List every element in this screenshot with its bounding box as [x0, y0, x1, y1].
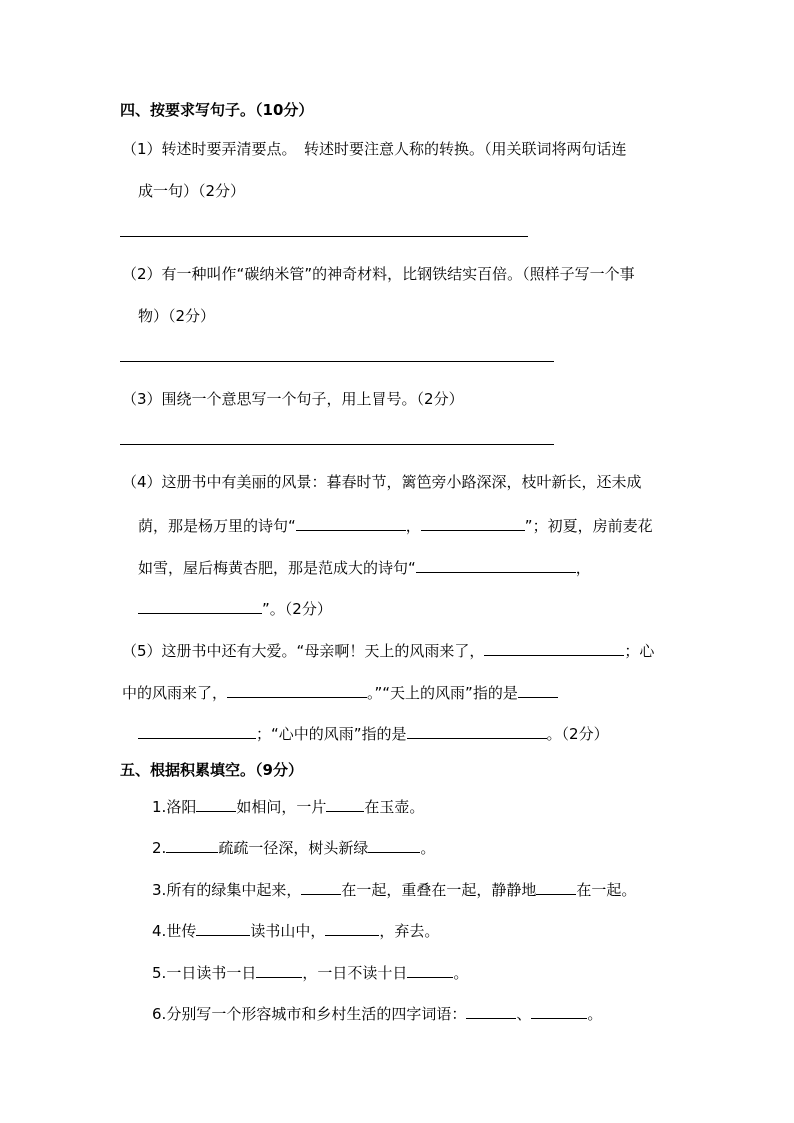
- s5-item-5-blank-2[interactable]: [407, 961, 453, 978]
- s5-item-5-num: 5.: [152, 964, 167, 982]
- q1-answer-line[interactable]: [120, 236, 528, 237]
- q2-answer-line[interactable]: [120, 361, 554, 362]
- s5-item-2-blank-2[interactable]: [368, 836, 420, 853]
- q5-text-line3: [138, 722, 609, 744]
- s5-item-2-blank-1[interactable]: [166, 836, 218, 853]
- s5-item-3-a: 所有的绿集中起来，: [166, 881, 302, 899]
- q5-line1-end: ；心: [624, 642, 655, 660]
- s5-item-4-blank-2[interactable]: [325, 919, 379, 936]
- q5-text-line2: [122, 681, 558, 703]
- q4-blank-1[interactable]: [296, 514, 406, 531]
- q4-text-line4: [138, 597, 332, 619]
- q4-line3-start: 如雪，屋后梅黄杏肥，那是范成大的诗句“: [138, 559, 416, 577]
- q5-line3-mid: ；“心中的风雨”指的是: [256, 725, 407, 743]
- s5-item-5-a: 一日读书一日: [166, 964, 257, 982]
- q4-line2-end: ”；初夏，房前麦花: [524, 517, 653, 535]
- q5-blank-1[interactable]: [484, 639, 624, 656]
- q2-text-line2: 物）（2分）: [138, 307, 216, 325]
- q4-line2-comma: ，: [405, 517, 421, 535]
- s5-item-3: [152, 878, 636, 900]
- q5-blank-2[interactable]: [227, 681, 367, 698]
- q4-line4-end: ”。（2分）: [262, 600, 332, 618]
- s5-item-2-b: 疏疏一径深，树头新绿: [218, 839, 369, 857]
- q4-text-line3: [138, 556, 591, 578]
- q5-line2-mid: 。”“天上的风雨”指的是: [367, 684, 518, 702]
- q5-blank-4[interactable]: [407, 722, 547, 739]
- q1-text-line1: （1）转述时要弄清要点。 转述时要注意人称的转换。（用关联词将两句话连: [122, 140, 627, 158]
- s5-item-4: [152, 919, 439, 941]
- q4-text-line1: （4）这册书中有美丽的风景：暮春时节，篱笆旁小路深深，枝叶新长，还未成: [122, 473, 642, 491]
- s5-item-5-c: 。: [453, 964, 469, 982]
- s5-item-4-a: 世传: [166, 922, 197, 940]
- s5-item-3-num: 3.: [152, 881, 167, 899]
- s5-item-1-blank-2[interactable]: [326, 795, 364, 812]
- q2-text-line1: （2）有一种叫作“碳纳米管”的神奇材料，比钢铁结实百倍。（照样子写一个事: [122, 265, 635, 283]
- q4-blank-2[interactable]: [421, 514, 525, 531]
- s5-item-3-blank-1[interactable]: [301, 878, 341, 895]
- s5-item-4-num: 4.: [152, 922, 167, 940]
- s5-item-4-b: 读书山中，: [250, 922, 326, 940]
- s5-item-4-blank-1[interactable]: [196, 919, 250, 936]
- s5-item-6-blank-2[interactable]: [531, 1002, 587, 1019]
- s5-item-6: [152, 1002, 602, 1024]
- q5-text-line1: [122, 639, 654, 661]
- s5-item-3-c: 在一起。: [576, 881, 637, 899]
- q4-blank-4[interactable]: [138, 597, 262, 614]
- s5-item-5: [152, 961, 468, 983]
- s5-item-5-blank-1[interactable]: [256, 961, 302, 978]
- s5-item-1-num: 1.: [152, 798, 167, 816]
- s5-item-6-a: 分别写一个形容城市和乡村生活的四字词语：: [166, 1005, 467, 1023]
- s5-item-6-b: 、: [516, 1005, 532, 1023]
- q5-blank-3a[interactable]: [518, 681, 558, 698]
- q4-line2-start: 荫，那是杨万里的诗句“: [138, 517, 296, 535]
- s5-item-2: [152, 836, 435, 858]
- s5-item-3-blank-2[interactable]: [536, 878, 576, 895]
- s5-item-1-c: 在玉壶。: [364, 798, 425, 816]
- q1-text-line2: 成一句）（2分）: [138, 182, 246, 200]
- q5-line1-start: （5）这册书中还有大爱。“母亲啊！天上的风雨来了，: [122, 642, 485, 660]
- q5-blank-3b[interactable]: [138, 722, 256, 739]
- s5-item-5-b: ，一日不读十日: [302, 964, 408, 982]
- q4-text-line2: [138, 514, 653, 536]
- s5-item-3-b: 在一起，重叠在一起，静静地: [341, 881, 537, 899]
- s5-item-1-a: 洛阳: [166, 798, 197, 816]
- q3-text-line1: （3）围绕一个意思写一个句子，用上冒号。（2分）: [122, 390, 464, 408]
- s5-item-4-c: ，弃去。: [379, 922, 440, 940]
- section-4-heading: 四、按要求写句子。（10分）: [120, 101, 314, 119]
- s5-item-6-c: 。: [587, 1005, 603, 1023]
- q4-blank-3[interactable]: [416, 556, 576, 573]
- s5-item-6-blank-1[interactable]: [466, 1002, 516, 1019]
- s5-item-2-c: 。: [420, 839, 436, 857]
- s5-item-1-blank-1[interactable]: [196, 795, 236, 812]
- section-5-heading: 五、根据积累填空。（9分）: [120, 761, 303, 779]
- q4-line3-comma: ，: [575, 559, 591, 577]
- s5-item-2-num: 2.: [152, 839, 167, 857]
- s5-item-1: [152, 795, 424, 817]
- s5-item-6-num: 6.: [152, 1005, 167, 1023]
- q5-line3-end: 。（2分）: [546, 725, 609, 743]
- q5-line2-start: 中的风雨来了，: [122, 684, 228, 702]
- q3-answer-line[interactable]: [120, 444, 554, 445]
- s5-item-1-b: 如相问，一片: [236, 798, 327, 816]
